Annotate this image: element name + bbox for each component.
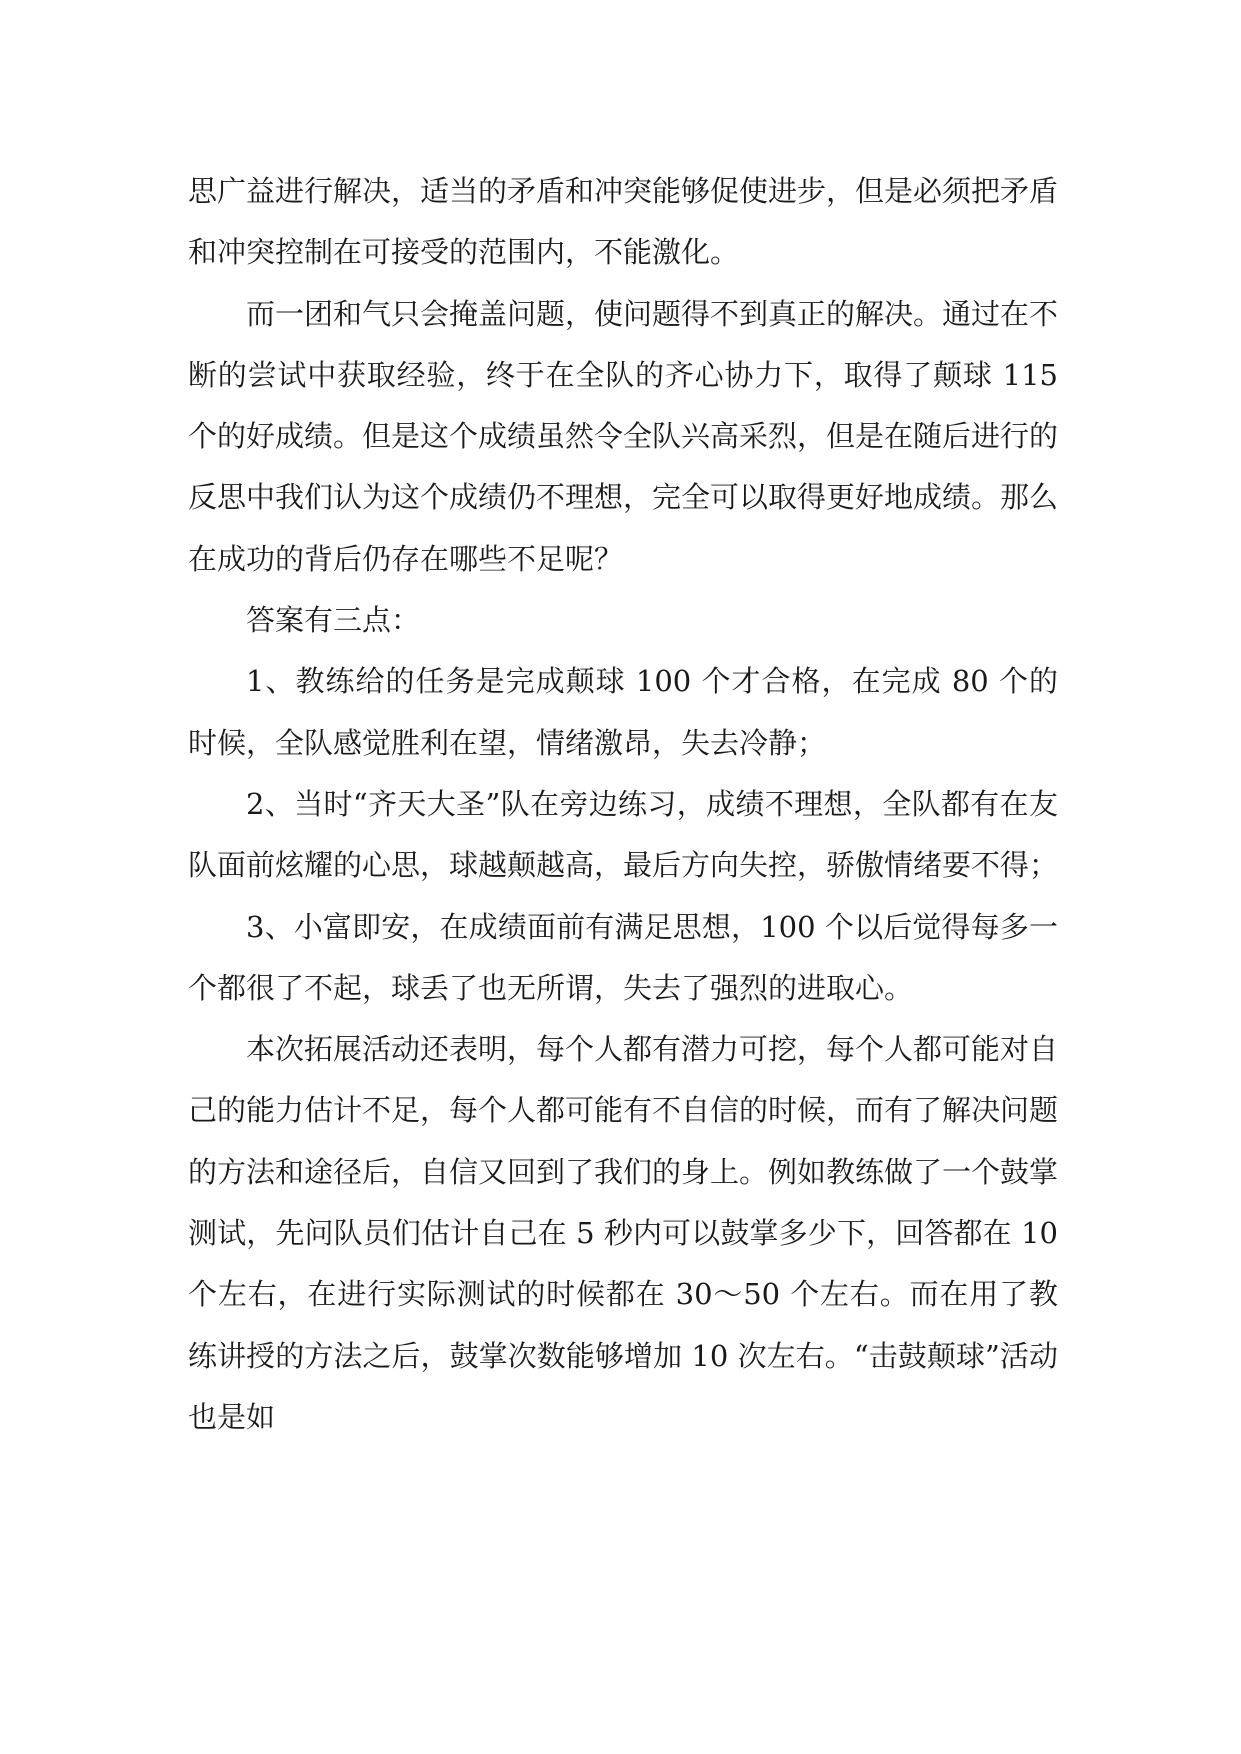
- paragraph-potential: 本次拓展活动还表明，每个人都有潜力可挖，每个人都可能对自己的能力估计不足，每个人都可能有不自信的时候，而有了解决问题的方法和途径后，自信又回到了我们的身上。例如教练做了一个鼓掌测试，先问队员们估计自己在 5 秒内可以鼓掌多少下，回答都在 10 个左右，在进行实际测试的时候都在 30～50 个左右。而在用了教练讲授的方法之后，鼓掌次数能够增加 10 次左右。“击鼓颠球”活动也是如: [188, 1032, 1059, 1434]
- paragraph-harmony: 而一团和气只会掩盖问题，使问题得不到真正的解决。通过在不断的尝试中获取经验，终于在全队的齐心协力下，取得了颠球 115 个的好成绩。但是这个成绩虽然令全队兴高采烈，但是在随后进行的反思中我们认为这个成绩仍不理想，完全可以取得更好地成绩。那么在成功的背后仍存在哪些不足呢？: [188, 296, 1059, 576]
- paragraph-point-2: 2、当时“齐天大圣”队在旁边练习，成绩不理想，全队都有在友队面前炫耀的心思，球越颠越高，最后方向失控，骄傲情绪要不得；: [188, 786, 1059, 883]
- paragraph-point-1: 1、教练给的任务是完成颠球 100 个才合格，在完成 80 个的时候，全队感觉胜利在望，情绪激昂，失去冷静；: [188, 664, 1059, 760]
- paragraph-point-3: 3、小富即安，在成绩面前有满足思想，100 个以后觉得每多一个都很了不起，球丢了也无所谓，失去了强烈的进取心。: [188, 909, 1058, 1005]
- paragraph-continuation: 思广益进行解决，适当的矛盾和冲突能够促使进步，但是必须把矛盾和冲突控制在可接受的范围内，不能激化。: [188, 174, 1059, 270]
- document-body: [188, 161, 1058, 1448]
- paragraph-answer-intro: 答案有三点：: [246, 603, 421, 638]
